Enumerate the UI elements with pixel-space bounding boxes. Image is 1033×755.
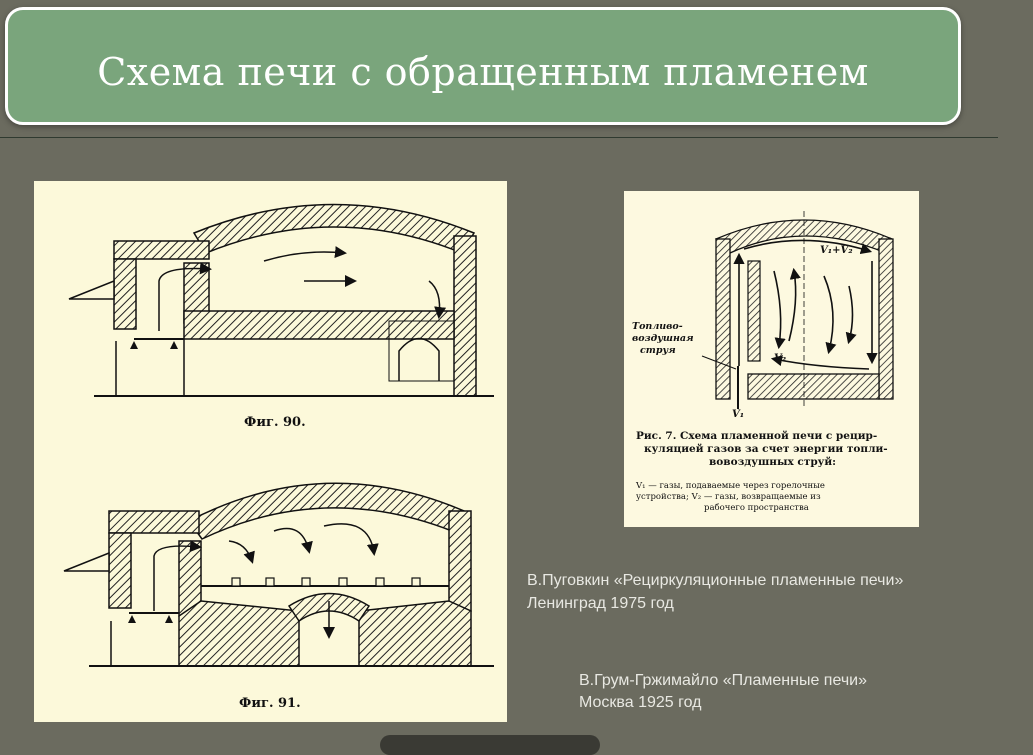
title-banner: [5, 7, 961, 125]
furnace-drawings: [34, 181, 507, 722]
citation-pugovkin-title: В.Пуговкин «Рециркуляционные пламенные печи»: [527, 572, 904, 589]
recirculation-figure: [624, 191, 919, 527]
citation-pugovkin-place: Ленинград 1975 год: [527, 595, 674, 612]
fig7-legend-line3: рабочего пространства: [704, 503, 809, 513]
fig90-label: Фиг. 90.: [244, 415, 306, 430]
fig91-label: Фиг. 91.: [239, 696, 301, 711]
citation-grum-title: В.Грум-Гржимайло «Пламенные печи»: [579, 672, 867, 689]
label-fuel-air-1: Топливо-: [632, 321, 683, 332]
label-v1v2: V₁+V₂: [820, 245, 853, 256]
furnace-drawings-panel: [34, 181, 507, 722]
fig7-legend-line1: V₁ — газы, подаваемые через горелочные: [636, 481, 825, 491]
fig90-drawing: [69, 205, 494, 431]
recirculation-figure-panel: [624, 191, 919, 527]
fig91-drawing: [64, 483, 494, 711]
label-v1: V₁: [732, 409, 745, 420]
label-fuel-air-2: воздушная: [632, 333, 694, 344]
fig7-caption-line1: Рис. 7. Схема пламенной печи с рецир-: [636, 430, 878, 442]
fig7-caption-line2: куляцией газов за счет энергии топли-: [644, 443, 888, 455]
bottom-handle: [380, 735, 600, 755]
title-divider: [0, 137, 998, 138]
citation-grum-place: Москва 1925 год: [579, 694, 702, 711]
slide-title: Схема печи с обращенным пламенем: [97, 50, 869, 94]
label-fuel-air-3: струя: [640, 345, 676, 356]
fig7-legend-line2: устройства; V₂ — газы, возвращаемые из: [636, 492, 821, 502]
fig7-caption-line3: вовоздушных струй:: [709, 456, 837, 468]
label-v2: V₂: [774, 353, 787, 364]
